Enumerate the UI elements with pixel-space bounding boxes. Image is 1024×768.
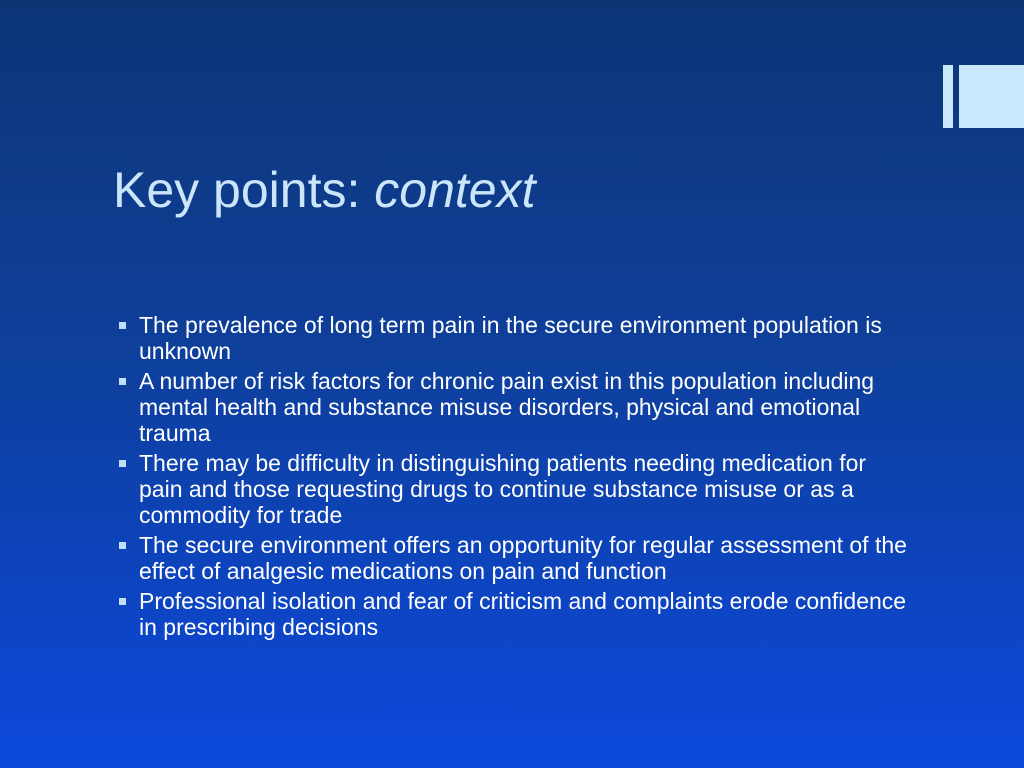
bullet-item <box>113 532 913 584</box>
square-bullet-icon <box>119 460 126 467</box>
bullet-item <box>113 588 913 640</box>
bullet-text: The secure environment offers an opportunity for regular assessment of the effect of analgesic medications on pain and function <box>139 532 907 584</box>
bullet-list <box>113 312 913 644</box>
square-bullet-icon <box>119 598 126 605</box>
bullet-text: A number of risk factors for chronic pain exist in this population including mental health and substance misuse disorders, physical and emotional trauma <box>139 368 875 446</box>
bullet-item <box>113 368 913 446</box>
bullet-item <box>113 450 913 528</box>
corner-decoration <box>943 65 1024 128</box>
slide-title-emphasis: context <box>374 162 536 218</box>
bullet-item <box>113 312 913 364</box>
bullet-text: The prevalence of long term pain in the secure environment population is unknown <box>139 312 882 364</box>
slide-title <box>113 160 535 220</box>
corner-bar-thin <box>943 65 953 128</box>
square-bullet-icon <box>119 542 126 549</box>
bullet-text: There may be difficulty in distinguishing patients needing medication for pain and those requesting drugs to continue substance misuse or as a commodity for trade <box>139 450 867 528</box>
square-bullet-icon <box>119 322 126 329</box>
slide-title-main: Key points: <box>113 162 375 218</box>
corner-bar-block <box>959 65 1024 128</box>
bullet-text: Professional isolation and fear of criticism and complaints erode confidence in prescribing decisions <box>139 588 907 640</box>
square-bullet-icon <box>119 378 126 385</box>
